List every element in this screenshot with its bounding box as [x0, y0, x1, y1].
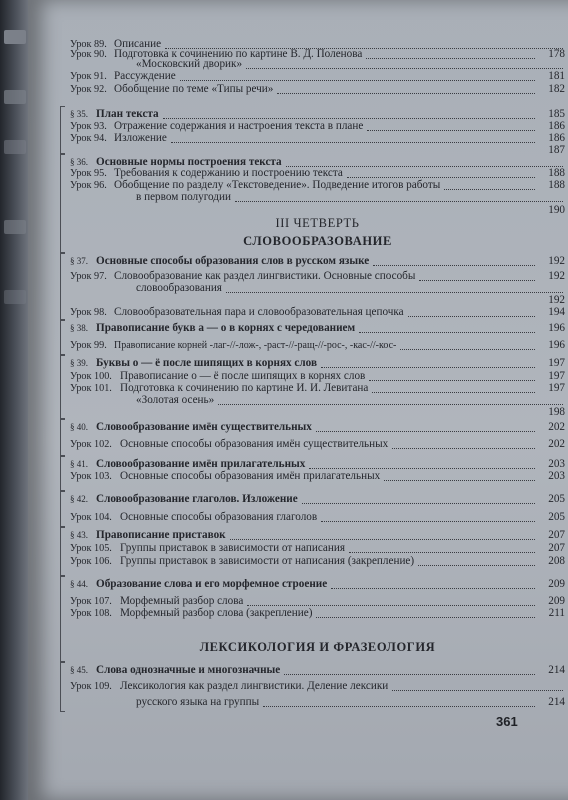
lesson-title: Словообразовательная пара и словообразовательная цепочка [114, 306, 404, 318]
section-title: Словообразование имён существительных [96, 421, 312, 433]
page-edge-scraps [4, 30, 30, 390]
toc-leader-dots [316, 431, 535, 432]
lesson-number: Урок 95. [70, 168, 107, 179]
toc-page-number: 209 [548, 595, 565, 607]
lesson-number: Урок 93. [70, 121, 107, 132]
toc-leader-dots [218, 404, 563, 405]
lesson-title: Группы приставок в зависимости от написания (закрепление) [120, 555, 415, 567]
table-of-contents [70, 0, 565, 800]
toc-leader-dots [302, 503, 535, 504]
section-number: § 35. [70, 109, 88, 119]
section-number: § 43. [70, 530, 88, 540]
toc-leader-dots [171, 142, 535, 143]
toc-page-number: 190 [548, 204, 565, 216]
toc-heading: ЛЕКСИКОЛОГИЯ И ФРАЗЕОЛОГИЯ [199, 640, 436, 654]
lesson-title: Группы приставок в зависимости от написания [120, 542, 346, 554]
toc-page-number: 182 [548, 83, 565, 95]
section-title: Правописание приставок [96, 529, 226, 541]
lesson-title: Рассуждение [114, 70, 176, 82]
lesson-number: Урок 98. [70, 307, 107, 318]
toc-leader-dots [321, 367, 535, 368]
lesson-number: Урок 97. [70, 271, 107, 282]
lesson-title: в первом полугодии [136, 191, 231, 203]
toc-page-number: 209 [548, 578, 565, 590]
toc-leader-dots [230, 539, 535, 540]
lesson-title: Описание [114, 38, 162, 50]
lesson-number: Урок 91. [70, 71, 107, 82]
lesson-title: «Московский дворик» [136, 58, 243, 70]
toc-page-number: 192 [548, 270, 565, 282]
lesson-title: Изложение [114, 132, 167, 144]
toc-heading: СЛОВООБРАЗОВАНИЕ [243, 234, 392, 248]
lesson-number: Урок 99. [70, 340, 107, 351]
toc-leader-dots [373, 265, 535, 266]
lesson-number: Урок 89. [70, 39, 107, 50]
lesson-title: Основные способы образования имён существительных [120, 438, 389, 450]
lesson-title: Подготовка к сочинению по картине И. И. Левитана [120, 382, 369, 394]
toc-leader-dots [444, 189, 535, 190]
lesson-number: Урок 102. [70, 439, 112, 450]
toc-page-number: 207 [548, 529, 565, 541]
section-bracket [60, 576, 65, 662]
toc-page-number: 181 [548, 70, 565, 82]
toc-leader-dots [372, 392, 535, 393]
section-number: § 40. [70, 422, 88, 432]
toc-page-number: 188 [548, 179, 565, 191]
lesson-title: Обобщение по теме «Типы речи» [114, 83, 274, 95]
toc-page-number: 207 [548, 542, 565, 554]
lesson-number: Урок 94. [70, 133, 107, 144]
toc-leader-dots [316, 617, 535, 618]
section-number: § 41. [70, 459, 88, 469]
lesson-number: Урок 101. [70, 383, 112, 394]
toc-leader-dots [309, 468, 535, 469]
section-bracket [60, 355, 65, 419]
section-number: § 36. [70, 157, 88, 167]
lesson-title: Морфемный разбор слова (закрепление) [120, 607, 313, 619]
lesson-number: Урок 108. [70, 608, 112, 619]
lesson-number: Урок 105. [70, 543, 112, 554]
lesson-title: «Золотая осень» [136, 394, 215, 406]
section-number: § 45. [70, 665, 88, 675]
toc-leader-dots [392, 690, 563, 691]
section-bracket [60, 106, 65, 154]
section-number: § 42. [70, 494, 88, 504]
toc-page-number: 192 [548, 294, 565, 306]
section-title: Буквы о — ё после шипящих в корнях слов [96, 357, 318, 369]
lesson-number: Урок 104. [70, 512, 112, 523]
page-number: 361 [496, 714, 518, 729]
section-bracket [60, 491, 65, 527]
lesson-number: Урок 109. [70, 681, 112, 692]
toc-page-number: 196 [548, 339, 565, 351]
toc-page-number: 196 [548, 322, 565, 334]
toc-leader-dots [163, 118, 535, 119]
toc-leader-dots [392, 448, 535, 449]
section-bracket [60, 456, 65, 491]
section-title: Словообразование имён прилагательных [96, 458, 306, 470]
toc-leader-dots [400, 349, 535, 350]
toc-page-number: 205 [548, 511, 565, 523]
lesson-title: Требования к содержанию и построению текста [114, 167, 343, 179]
toc-leader-dots [369, 380, 535, 381]
toc-page-number: 197 [548, 382, 565, 394]
toc-page-number: 198 [548, 406, 565, 418]
lesson-title: Отражение содержания и настроения текста в плане [114, 120, 364, 132]
lesson-title: Правописание корней -лаг-//-лож-, -раст-//-ращ-//-рос-, -кас-//-кос- [114, 340, 397, 351]
toc-page-number: 185 [548, 108, 565, 120]
section-title: Словообразование глаголов. Изложение [96, 493, 298, 505]
section-number: § 38. [70, 323, 88, 333]
toc-leader-dots [347, 177, 535, 178]
lesson-number: Урок 100. [70, 371, 112, 382]
section-title: Основные способы образования слов в русском языке [96, 255, 370, 267]
lesson-title: Основные способы образования имён прилагательных [120, 470, 381, 482]
section-bracket [60, 320, 65, 355]
toc-leader-dots [235, 201, 563, 202]
section-number: § 37. [70, 256, 88, 266]
toc-leader-dots [331, 588, 535, 589]
toc-leader-dots [408, 316, 535, 317]
section-title: Слова однозначные и многозначные [96, 664, 281, 676]
toc-leader-dots [384, 480, 535, 481]
toc-page-number: 211 [548, 607, 565, 619]
toc-leader-dots [359, 332, 535, 333]
book-page [28, 0, 568, 800]
toc-leader-dots [419, 280, 535, 281]
lesson-number: Урок 107. [70, 596, 112, 607]
toc-leader-dots [418, 565, 535, 566]
lesson-number: Урок 103. [70, 471, 112, 482]
toc-page-number: 197 [548, 370, 565, 382]
toc-page-number: 192 [548, 255, 565, 267]
toc-page-number: 203 [548, 470, 565, 482]
toc-leader-dots [247, 605, 535, 606]
lesson-title: русского языка на группы [136, 696, 260, 708]
section-bracket [60, 253, 65, 320]
section-bracket [60, 662, 65, 712]
toc-page-number: 187 [548, 144, 565, 156]
toc-leader-dots [180, 80, 535, 81]
section-title: Основные нормы построения текста [96, 156, 282, 168]
toc-leader-dots [226, 292, 563, 293]
section-title: Правописание букв а — о в корнях с чередованием [96, 322, 356, 334]
lesson-title: Обобщение по разделу «Текстоведение». Подведение итогов работы [114, 179, 441, 191]
toc-page-number: 188 [548, 167, 565, 179]
toc-page-number: 214 [548, 696, 565, 708]
toc-page-number: 208 [548, 555, 565, 567]
toc-leader-dots [367, 130, 535, 131]
lesson-title: Словообразование как раздел лингвистики. Основные способы [114, 270, 416, 282]
section-bracket [60, 527, 65, 576]
section-bracket [60, 419, 65, 456]
lesson-title: словообразования [136, 282, 222, 294]
toc-page-number: 186 [548, 120, 565, 132]
lesson-number: Урок 96. [70, 180, 107, 191]
toc-page-number: 186 [548, 132, 565, 144]
toc-page-number: 197 [548, 357, 565, 369]
lesson-title: Правописание о — ё после шипящих в корнях слов [120, 370, 366, 382]
toc-leader-dots [321, 521, 535, 522]
toc-leader-dots [263, 706, 535, 707]
toc-leader-dots [366, 58, 535, 59]
lesson-number: Урок 106. [70, 556, 112, 567]
toc-page-number: 202 [548, 421, 565, 433]
toc-page-number: 194 [548, 306, 565, 318]
toc-page-number: 202 [548, 438, 565, 450]
toc-heading: III ЧЕТВЕРТЬ [275, 216, 360, 230]
toc-leader-dots [277, 93, 535, 94]
section-title: План текста [96, 108, 159, 120]
toc-leader-dots [284, 674, 535, 675]
lesson-title: Основные способы образования глаголов [120, 511, 318, 523]
toc-leader-dots [349, 552, 535, 553]
toc-page-number: 203 [548, 458, 565, 470]
lesson-title: Морфемный разбор слова [120, 595, 244, 607]
toc-page-number: 178 [548, 48, 565, 60]
toc-leader-dots [246, 68, 563, 69]
lesson-number: Урок 92. [70, 84, 107, 95]
section-number: § 39. [70, 358, 88, 368]
toc-page-number: 214 [548, 664, 565, 676]
section-number: § 44. [70, 579, 88, 589]
section-title: Образование слова и его морфемное строение [96, 578, 328, 590]
lesson-title: Подготовка к сочинению по картине В. Д. Поленова [114, 48, 363, 60]
lesson-number: Урок 90. [70, 49, 107, 60]
lesson-title: Лексикология как раздел лингвистики. Деление лексики [120, 680, 389, 692]
toc-page-number: 205 [548, 493, 565, 505]
section-bracket [60, 154, 65, 253]
